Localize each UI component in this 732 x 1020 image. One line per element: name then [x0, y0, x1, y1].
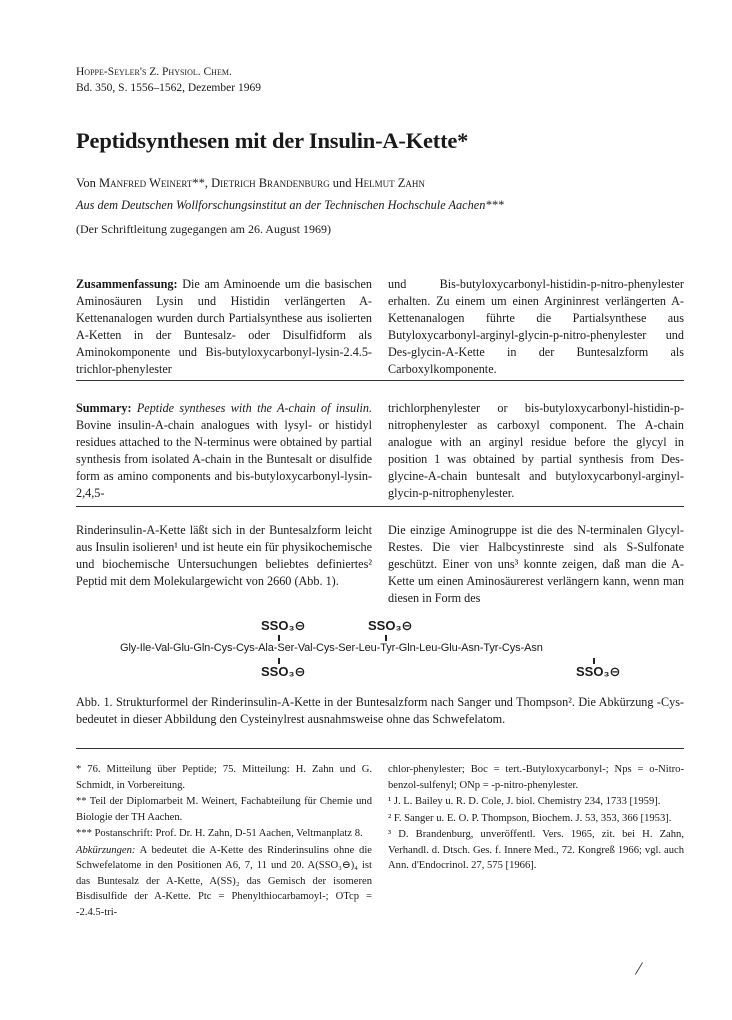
reference-1: ¹ J. L. Bailey u. R. D. Cole, J. biol. Chemistry 234, 1733 [1959].	[388, 796, 661, 807]
author-weinert: Manfred Weinert	[99, 176, 193, 190]
footnotes-left	[76, 762, 372, 921]
abbreviations-text: A bedeutet die A-Kette des Rinderinsulins ohne die Schwefelatome in den Positionen A6, 7, 11 und 20. A(SSO₃⊖)₄ ist das Buntesalz der A-Kette, A(SS)₂ das Gemisch der isomeren Bisdisulfide der A-Kette. Ptc = Phenylthiocarbamoyl-; OTcp = -2.4.5-tri-	[76, 844, 372, 918]
sso3-group-cys20: SSO₃⊖	[576, 664, 621, 679]
bond-line	[385, 635, 387, 641]
reference-2: ² F. Sanger u. E. O. P. Thompson, Biochem. J. 53, 353, 366 [1953].	[388, 812, 672, 824]
divider	[76, 380, 684, 381]
divider	[76, 748, 684, 749]
footnote-1: * 76. Mitteilung über Peptide; 75. Mitteilung: H. Zahn und G. Schmidt, in Vorbereitung.	[76, 764, 372, 791]
zusammenfassung-label: Zusammenfassung:	[76, 277, 178, 291]
sso3-group-cys7: SSO₃⊖	[261, 664, 306, 679]
received-date: (Der Schriftleitung zugegangen am 26. August 1969)	[76, 222, 331, 236]
pen-mark: /	[633, 957, 644, 981]
abbreviations	[76, 843, 372, 921]
summary-label: Summary:	[76, 401, 132, 415]
summary-left	[76, 400, 372, 502]
body-text-right: Die einzige Aminogruppe ist die des N-terminalen Glycyl-Restes. Die vier Halbcystinreste sind als S-Sulfonate geschützt. Einer von uns³ konnte zeigen, daß man die A-Kette um einen Aminosäurerest verlängern kann, wenn man diesen in Form des	[388, 523, 684, 605]
author-line	[76, 176, 425, 191]
author-prefix: Von	[76, 176, 96, 190]
structural-formula	[76, 616, 684, 688]
footnotes-right	[388, 762, 684, 875]
zusammenfassung-text-left: Die am Aminoende um die basischen Aminosäuren Lysin und Histidin verlängerten A-Kettenanalogen wurden durch Partialsynthese aus isolierten A-Ketten in der Buntesalz- oder Disulfidform als Aminokomponente und Bis-butyloxycarbonyl-lysin-2.4.5-trichlor-phenylester	[76, 277, 372, 376]
author-zahn: Helmut Zahn	[354, 176, 425, 190]
summary-text-left: Bovine insulin-A-chain analogues with lysyl- or histidyl residues attached to the N-terminus were obtained by partial synthesis from isolated A-chain in the Buntesalt or disulfide form as amino components and bis-butyloxycarbonyl-lysin-2,4,5-	[76, 418, 372, 500]
reference-3: ³ D. Brandenburg, unveröffentl. Vers. 1965, zit. bei H. Zahn, Verhandl. d. Dtsch. Ges. f. Innere Med., 72. Kongreß 1966; vgl. auch Ann. d'Endocrinol. 27, 575 [1966].	[388, 829, 684, 871]
body-text-left: Rinderinsulin-A-Kette läßt sich in der Buntesalzform leicht aus Insulin isolieren¹ und ist heute ein für physikochemische und biochemische Untersuchungen beliebtes definiertes² Peptid mit dem Molekulargewicht von 2660 (Abb. 1).	[76, 523, 372, 588]
figure-caption: Abb. 1. Strukturformel der Rinderinsulin-A-Kette in der Buntesalzform nach Sanger und Thompson². Die Abkürzung -Cys- bedeutet in dieser Abbildung den Cysteinylrest ausnahmsweise ohne das Schwefelatom.	[76, 695, 684, 726]
footnote-2: ** Teil der Diplomarbeit M. Weinert, Fachabteilung für Chemie und Biologie der TH Aachen.	[76, 796, 372, 823]
zusammenfassung-right: und Bis-butyloxycarbonyl-histidin-p-nitro-phenylester erhalten. Zu einem um einen Argininrest verlängerten A-Kettenanalogen führte die Partialsynthese aus Butyloxycarbonyl-arginyl-glycin-p-nitro-phenylester und Des-glycin-A-Kette in der Buntesalzform als Carboxylkomponente.	[388, 277, 684, 376]
author-mark: **,	[192, 176, 212, 190]
summary-right: trichlorphenylester or bis-butyloxycarbonyl-histidin-p-nitrophenylester as carboxyl component. The A-chain analogue with an arginyl residue before the glycyl in position 1 was obtained by partial synthesis from Des-glycine-A-chain buntesalt and butyloxycarbonyl-arginyl-glycin-p-nitrophenylester.	[388, 401, 684, 500]
summary-title: Peptide syntheses with the A-chain of insulin.	[131, 401, 372, 415]
journal-name: Hoppe-Seyler's Z. Physiol. Chem.	[76, 66, 232, 78]
zusammenfassung-left	[76, 276, 372, 378]
amino-acid-chain: Gly-Ile-Val-Glu-Gln-Cys-Cys-Ala-Ser-Val-Cys-Ser-Leu-Tyr-Gln-Leu-Glu-Asn-Tyr-Cys-Asn	[120, 642, 543, 654]
author-brandenburg: Dietrich Brandenburg	[211, 176, 330, 190]
bond-line	[278, 635, 280, 641]
divider	[76, 506, 684, 507]
author-separator: und	[329, 176, 355, 190]
sso3-group-cys11: SSO₃⊖	[368, 618, 413, 633]
abbreviations-continued: chlor-phenylester; Boc = tert.-Butyloxycarbonyl-; Nps = o-Nitro-benzol-sulfenyl; ONp = -p-nitro-phenylester.	[388, 764, 684, 791]
footnote-3: *** Postanschrift: Prof. Dr. H. Zahn, D-51 Aachen, Veltmanplatz 8.	[76, 828, 363, 839]
sso3-group-cys6: SSO₃⊖	[261, 618, 306, 633]
abbreviations-label: Abkürzungen:	[76, 844, 136, 856]
article-title: Peptidsynthesen mit der Insulin-A-Kette*	[76, 128, 469, 153]
journal-citation	[76, 64, 261, 96]
journal-volume: Bd. 350, S. 1556–1562, Dezember 1969	[76, 82, 261, 94]
institution: Aus dem Deutschen Wollforschungsinstitut an der Technischen Hochschule Aachen***	[76, 198, 504, 212]
